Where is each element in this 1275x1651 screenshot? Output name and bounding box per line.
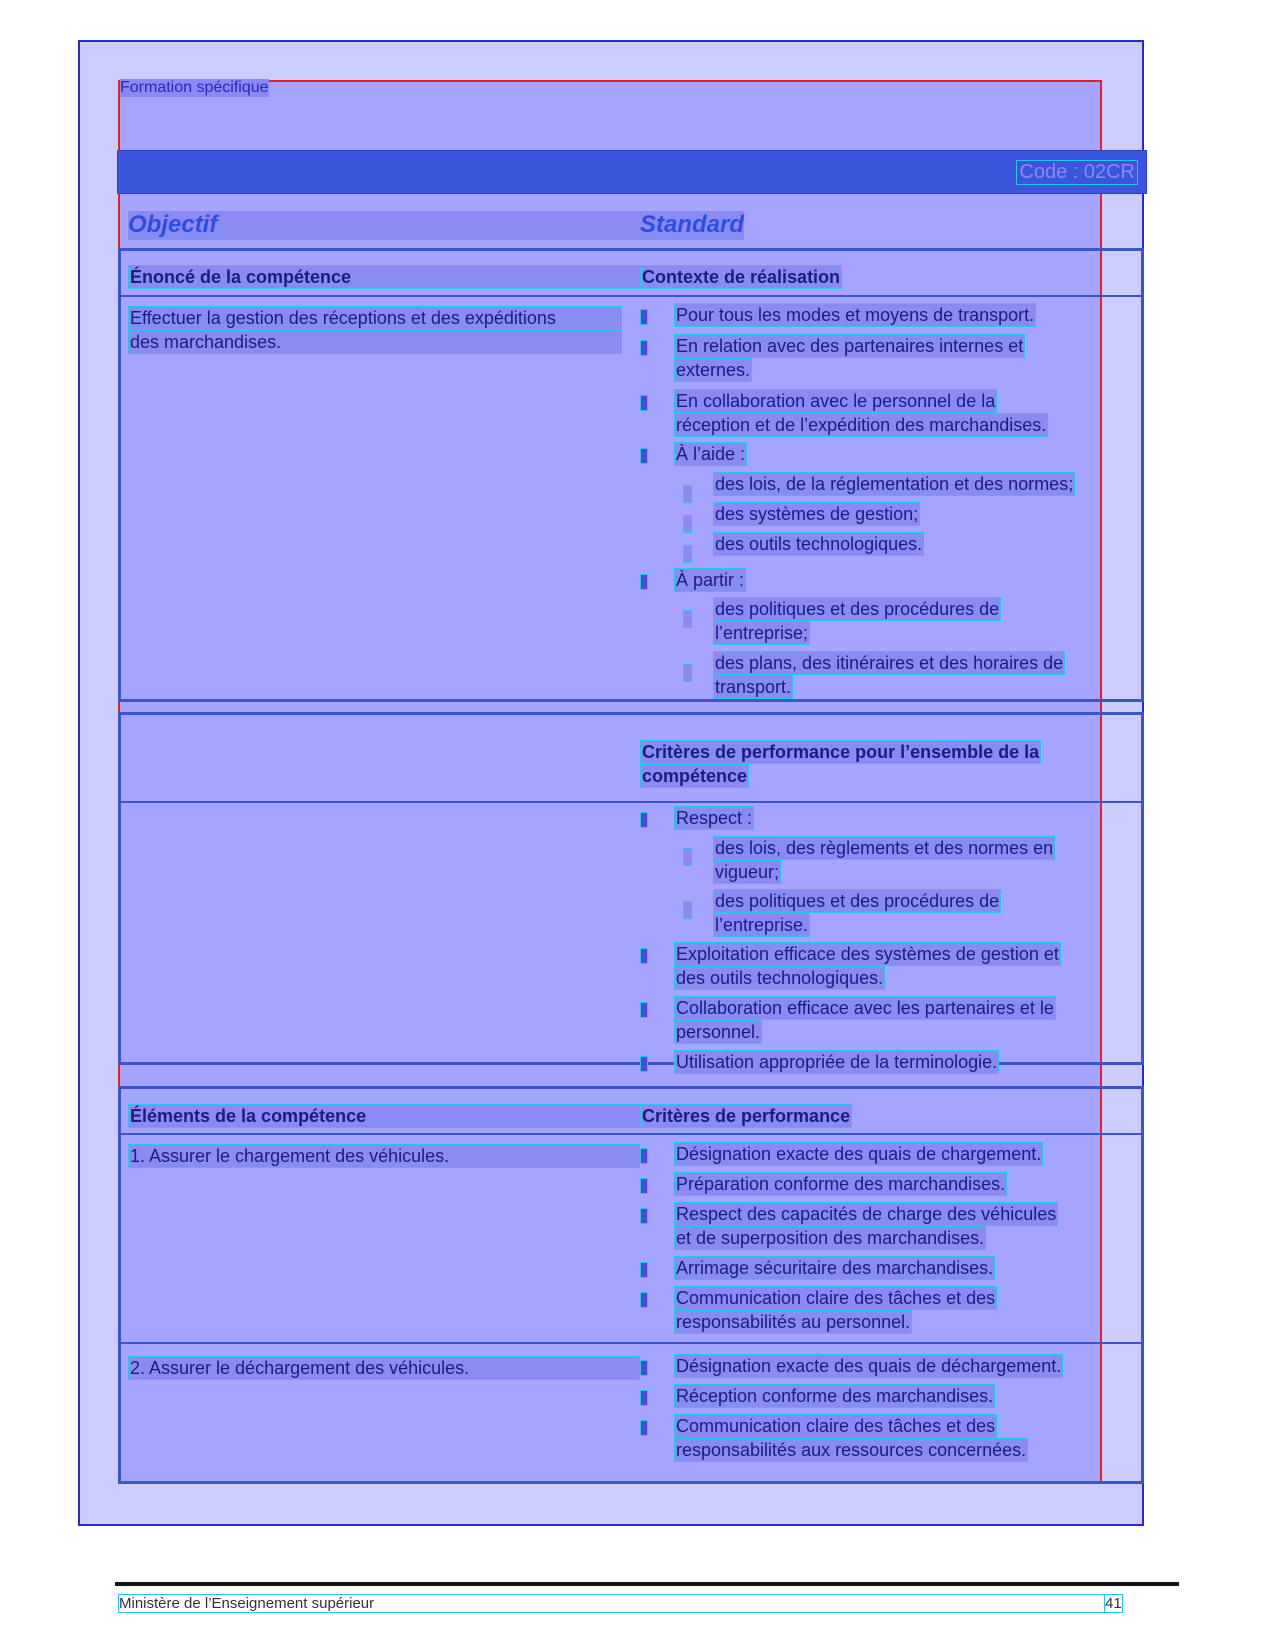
bullet-icon xyxy=(640,1420,648,1436)
context-item: À l’aide : xyxy=(676,444,746,464)
context-item: réception et de l’expédition des marchandises. xyxy=(676,415,1047,435)
criteria-item: des outils technologiques. xyxy=(676,968,884,988)
competence-title: Énoncé de la compétence xyxy=(128,265,640,289)
footer-ministry: Ministère de l’Enseignement supérieur xyxy=(118,1594,1120,1613)
element-item: 1. Assurer le chargement des véhicules. xyxy=(128,1144,640,1168)
context-title: Contexte de réalisation xyxy=(642,267,841,287)
criteria-item: Respect : xyxy=(676,808,753,828)
footer-rule xyxy=(115,1582,1179,1586)
bullet-icon xyxy=(640,1292,648,1308)
criteria-item: personnel. xyxy=(676,1022,761,1042)
bullet-icon xyxy=(640,812,648,828)
element-criteria: Communication claire des tâches et des xyxy=(676,1416,996,1436)
element-criteria: Préparation conforme des marchandises. xyxy=(676,1174,1006,1194)
page-number: 41 xyxy=(1105,1595,1122,1612)
objective-heading: Objectif xyxy=(128,211,640,240)
element-criteria: Respect des capacités de charge des véhicules xyxy=(676,1204,1057,1224)
element-criteria: responsabilités aux ressources concernées. xyxy=(676,1440,1027,1460)
global-criteria-title: compétence xyxy=(642,766,748,786)
element-criteria: responsabilités au personnel. xyxy=(676,1312,911,1332)
criteria-item: Collaboration efficace avec les partenaires et le xyxy=(676,998,1054,1018)
elements-title: Éléments de la compétence xyxy=(128,1104,640,1128)
sub-bullet-icon xyxy=(683,848,692,866)
criteria-subitem: des lois, des règlements et des normes en xyxy=(715,838,1054,858)
bullet-icon xyxy=(640,574,648,590)
program-code: Code : 02CR xyxy=(1016,160,1138,185)
context-subitem: des systèmes de gestion; xyxy=(715,504,919,524)
bullet-icon xyxy=(640,340,648,356)
bullet-icon xyxy=(640,948,648,964)
criteria-subitem: l’entreprise. xyxy=(715,915,809,935)
element-criteria-title: Critères de performance xyxy=(642,1106,851,1126)
sub-bullet-icon xyxy=(683,610,692,628)
criteria-item: Utilisation appropriée de la terminologie. xyxy=(676,1052,998,1072)
competence-line: Effectuer la gestion des réceptions et des expéditions xyxy=(128,306,622,330)
context-subitem: des politiques et des procédures de xyxy=(715,599,1000,619)
bullet-icon xyxy=(640,1178,648,1194)
global-criteria-title: Critères de performance pour l’ensemble de la xyxy=(642,742,1040,762)
element-criteria: Réception conforme des marchandises. xyxy=(676,1386,994,1406)
context-subitem: des outils technologiques. xyxy=(715,534,923,554)
sub-bullet-icon xyxy=(683,901,692,919)
context-item: À partir : xyxy=(676,570,745,590)
section-header: Formation spécifique xyxy=(120,79,269,96)
bullet-icon xyxy=(640,1148,648,1164)
criteria-item: Exploitation efficace des systèmes de gestion et xyxy=(676,944,1059,964)
criteria-subitem: vigueur; xyxy=(715,862,780,882)
context-subitem: transport. xyxy=(715,677,792,697)
element-criteria: Désignation exacte des quais de chargement. xyxy=(676,1144,1042,1164)
context-item: En relation avec des partenaires internes et xyxy=(676,336,1024,356)
sub-bullet-icon xyxy=(683,515,692,533)
element-item: 2. Assurer le déchargement des véhicules. xyxy=(128,1356,640,1380)
context-item: Pour tous les modes et moyens de transport. xyxy=(676,305,1035,325)
sub-bullet-icon xyxy=(683,545,692,563)
sub-bullet-icon xyxy=(683,485,692,503)
standard-heading: Standard xyxy=(640,211,745,238)
bullet-icon xyxy=(640,1262,648,1278)
competence-line: des marchandises. xyxy=(128,330,622,354)
element-criteria: et de superposition des marchandises. xyxy=(676,1228,985,1248)
bullet-icon xyxy=(640,1002,648,1018)
bullet-icon xyxy=(640,1390,648,1406)
bullet-icon xyxy=(640,448,648,464)
element-criteria: Communication claire des tâches et des xyxy=(676,1288,996,1308)
sub-bullet-icon xyxy=(683,664,692,682)
bullet-icon xyxy=(640,1208,648,1224)
element-criteria: Désignation exacte des quais de déchargement. xyxy=(676,1356,1062,1376)
bullet-icon xyxy=(640,1360,648,1376)
context-item: En collaboration avec le personnel de la xyxy=(676,391,996,411)
criteria-subitem: des politiques et des procédures de xyxy=(715,891,1000,911)
context-subitem: des plans, des itinéraires et des horaires de xyxy=(715,653,1064,673)
element-criteria: Arrimage sécuritaire des marchandises. xyxy=(676,1258,994,1278)
context-subitem: l’entreprise; xyxy=(715,623,809,643)
context-item: externes. xyxy=(676,360,751,380)
bullet-icon xyxy=(640,309,648,325)
bullet-icon xyxy=(640,395,648,411)
code-bar xyxy=(117,150,1147,194)
context-subitem: des lois, de la réglementation et des normes; xyxy=(715,474,1074,494)
bullet-icon xyxy=(640,1056,648,1072)
